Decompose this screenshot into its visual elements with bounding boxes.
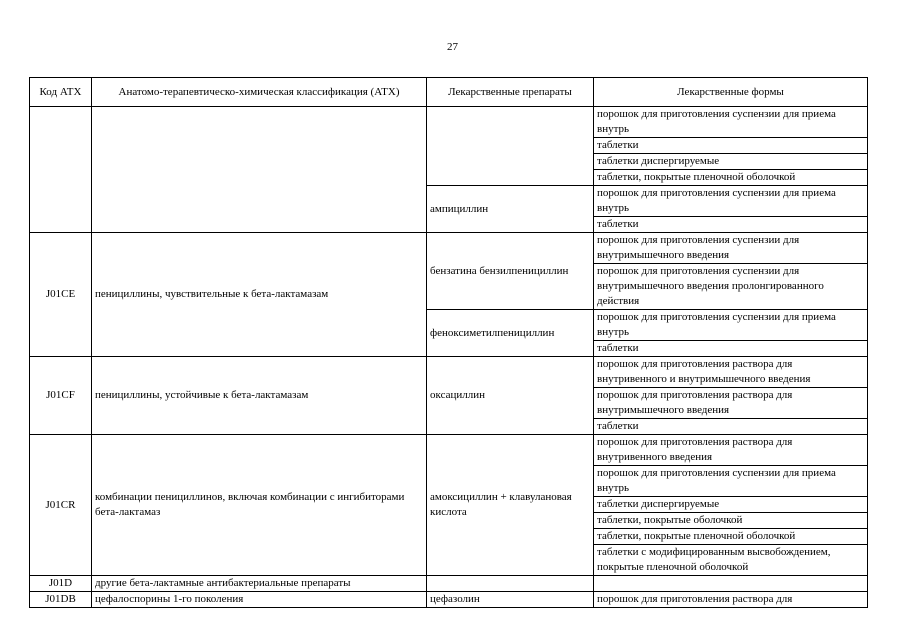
- dosage-form-cell: порошок для приготовления раствора для внутримышечного введения: [594, 388, 868, 419]
- dosage-form-cell: таблетки, покрытые пленочной оболочкой: [594, 170, 868, 186]
- dosage-form-cell: таблетки, покрытые оболочкой: [594, 513, 868, 529]
- drug-name-cell: ампициллин: [427, 186, 594, 233]
- dosage-form-cell: порошок для приготовления раствора для внутривенного и внутримышечного введения: [594, 357, 868, 388]
- atx-table: [29, 77, 868, 608]
- dosage-form-cell: таблетки: [594, 419, 868, 435]
- dosage-form-cell: порошок для приготовления суспензии для внутримышечного введения пролонгированного действия: [594, 264, 868, 310]
- dosage-form-cell: таблетки с модифицированным высвобождением, покрытые пленочной оболочкой: [594, 545, 868, 576]
- drug-name-cell: цефазолин: [427, 592, 594, 608]
- atx-code-cell: [30, 107, 92, 233]
- drug-name-cell: [427, 107, 594, 186]
- table-row: [30, 107, 868, 138]
- table-row: [30, 233, 868, 264]
- table-row: [30, 576, 868, 592]
- atx-code-cell: J01CE: [30, 233, 92, 357]
- atx-code-cell: J01D: [30, 576, 92, 592]
- table-body: [30, 107, 868, 608]
- dosage-form-cell: порошок для приготовления раствора для внутривенного введения: [594, 435, 868, 466]
- dosage-form-cell: таблетки: [594, 341, 868, 357]
- atx-classification-cell: другие бета-лактамные антибактериальные препараты: [92, 576, 427, 592]
- dosage-form-cell: порошок для приготовления суспензии для внутримышечного введения: [594, 233, 868, 264]
- atx-classification-cell: комбинации пенициллинов, включая комбинации с ингибиторами бета-лактамаз: [92, 435, 427, 576]
- header-code: Код АТХ: [30, 78, 92, 107]
- header-forms: Лекарственные формы: [594, 78, 868, 107]
- table-row: [30, 357, 868, 388]
- drug-name-cell: оксациллин: [427, 357, 594, 435]
- drug-name-cell: [427, 576, 594, 592]
- dosage-form-cell: порошок для приготовления суспензии для приема внутрь: [594, 466, 868, 497]
- table-row: [30, 592, 868, 608]
- atx-code-cell: J01CF: [30, 357, 92, 435]
- table-header-row: [30, 78, 868, 107]
- dosage-form-cell: [594, 576, 868, 592]
- dosage-form-cell: таблетки диспергируемые: [594, 497, 868, 513]
- dosage-form-cell: таблетки, покрытые пленочной оболочкой: [594, 529, 868, 545]
- header-drugs: Лекарственные препараты: [427, 78, 594, 107]
- dosage-form-cell: порошок для приготовления раствора для: [594, 592, 868, 608]
- dosage-form-cell: порошок для приготовления суспензии для приема внутрь: [594, 186, 868, 217]
- atx-classification-cell: пенициллины, устойчивые к бета-лактамазам: [92, 357, 427, 435]
- table-row: [30, 435, 868, 466]
- atx-code-cell: J01CR: [30, 435, 92, 576]
- dosage-form-cell: порошок для приготовления суспензии для приема внутрь: [594, 310, 868, 341]
- dosage-form-cell: порошок для приготовления суспензии для приема внутрь: [594, 107, 868, 138]
- dosage-form-cell: таблетки: [594, 138, 868, 154]
- page-number: 27: [447, 41, 458, 53]
- atx-code-cell: J01DB: [30, 592, 92, 608]
- drug-name-cell: амоксициллин + клавулановая кислота: [427, 435, 594, 576]
- drug-name-cell: бензатина бензилпенициллин: [427, 233, 594, 310]
- header-classification: Анатомо-терапевтическо-химическая классификация (АТХ): [92, 78, 427, 107]
- atx-classification-cell: [92, 107, 427, 233]
- atx-classification-cell: пенициллины, чувствительные к бета-лактамазам: [92, 233, 427, 357]
- atx-classification-cell: цефалоспорины 1-го поколения: [92, 592, 427, 608]
- drug-name-cell: феноксиметилпенициллин: [427, 310, 594, 357]
- dosage-form-cell: таблетки диспергируемые: [594, 154, 868, 170]
- dosage-form-cell: таблетки: [594, 217, 868, 233]
